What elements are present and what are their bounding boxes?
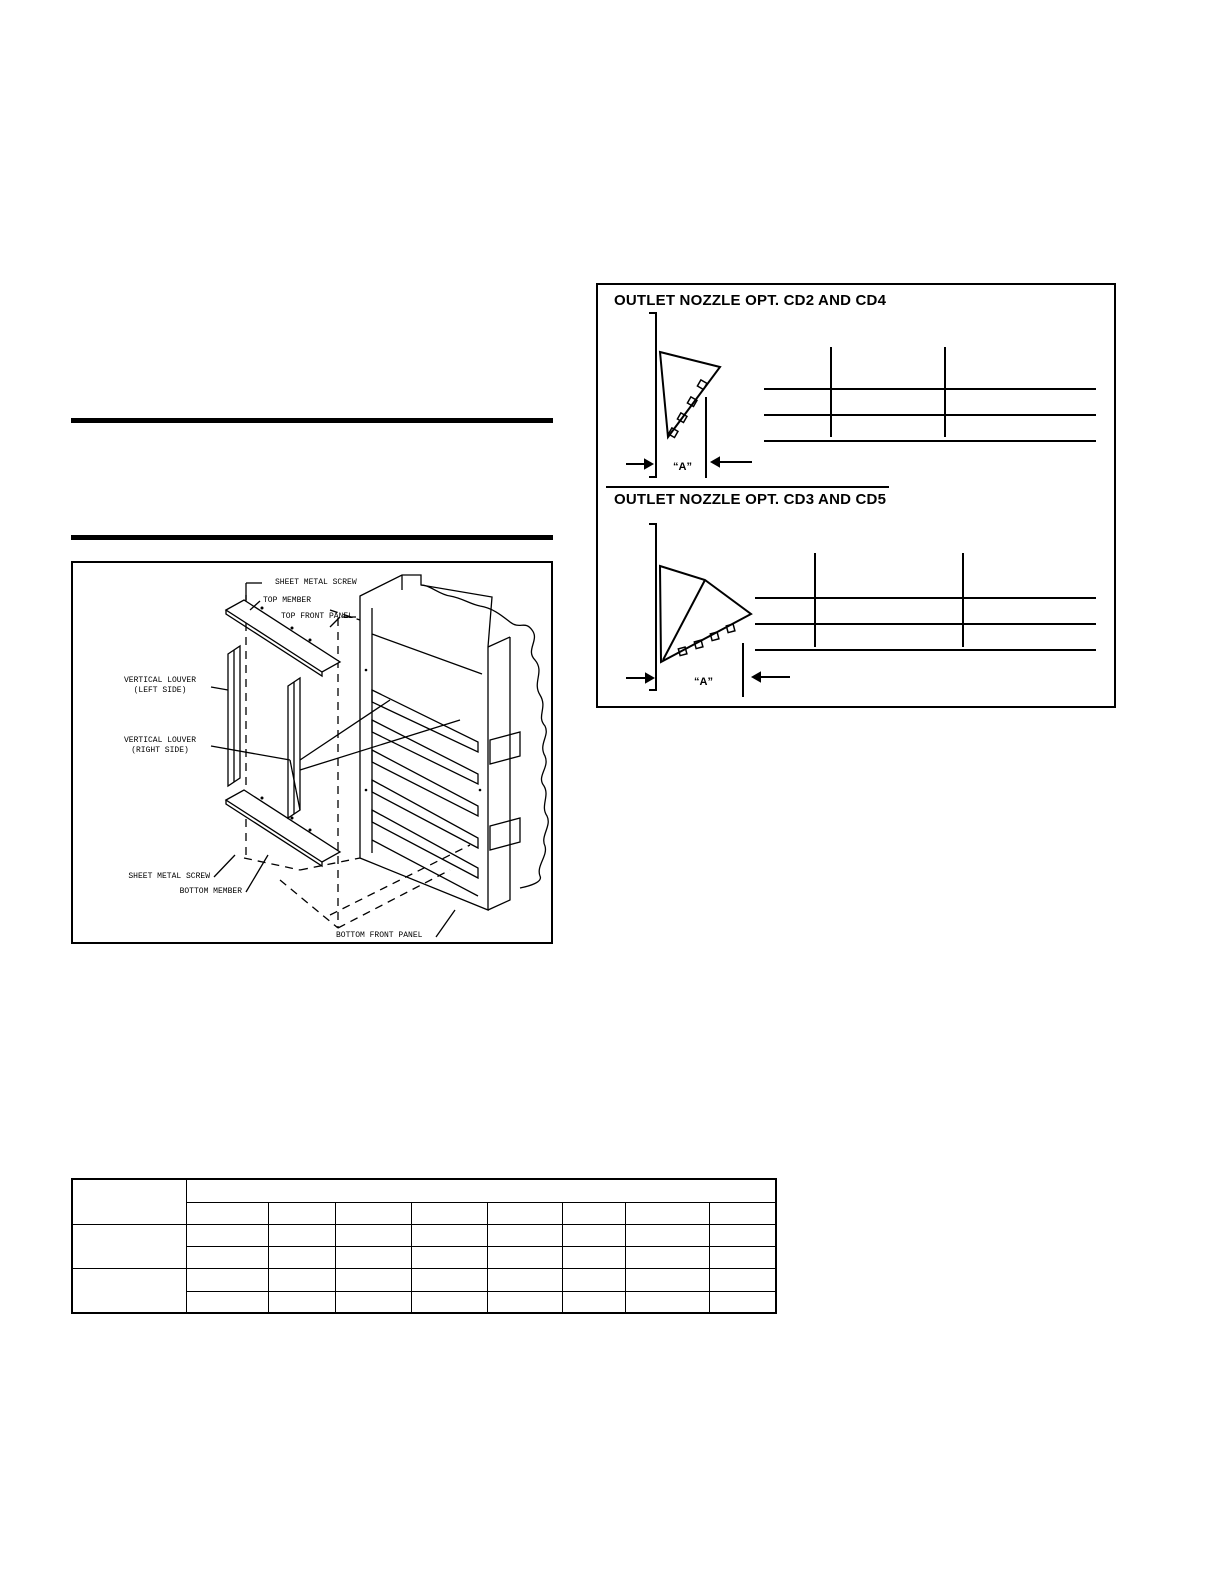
callout-vertical-louver-right-line2: (RIGHT SIDE) bbox=[131, 746, 189, 755]
table-cell bbox=[336, 1224, 412, 1246]
callout-vertical-louver-right bbox=[110, 736, 210, 756]
table-cell bbox=[412, 1202, 487, 1224]
table-cell bbox=[487, 1291, 562, 1313]
table-cell bbox=[626, 1291, 710, 1313]
table-cell bbox=[269, 1246, 336, 1268]
callout-sheet-metal-screw-bottom: SHEET METAL SCREW bbox=[128, 872, 210, 881]
table-cell bbox=[269, 1224, 336, 1246]
table-cell bbox=[710, 1291, 776, 1313]
callout-vertical-louver-left bbox=[110, 676, 210, 696]
table-header-span-cell bbox=[186, 1179, 776, 1202]
table-cell bbox=[336, 1202, 412, 1224]
table-cell bbox=[626, 1246, 710, 1268]
table-cell bbox=[710, 1202, 776, 1224]
callout-bottom-front-panel: BOTTOM FRONT PANEL bbox=[336, 931, 423, 940]
callout-vertical-louver-right-line1: VERTICAL LOUVER bbox=[123, 736, 196, 745]
table-cell bbox=[710, 1246, 776, 1268]
table-cell bbox=[487, 1202, 562, 1224]
table-cell bbox=[336, 1291, 412, 1313]
table-cell bbox=[269, 1268, 336, 1291]
callout-vertical-louver-left-line1: VERTICAL LOUVER bbox=[123, 676, 196, 685]
table-cell bbox=[562, 1224, 625, 1246]
table-cell bbox=[626, 1202, 710, 1224]
table-cell bbox=[626, 1224, 710, 1246]
callout-sheet-metal-screw-top: SHEET METAL SCREW bbox=[275, 578, 357, 587]
table-cell bbox=[412, 1268, 487, 1291]
dimension-a-label-top: “A” bbox=[673, 461, 692, 473]
table-cell bbox=[269, 1291, 336, 1313]
table-cell bbox=[710, 1268, 776, 1291]
table-cell bbox=[412, 1224, 487, 1246]
table-cell bbox=[336, 1246, 412, 1268]
table-cell bbox=[562, 1246, 625, 1268]
table-cell bbox=[186, 1291, 268, 1313]
table-cell bbox=[562, 1268, 625, 1291]
table-cell bbox=[336, 1268, 412, 1291]
table-header-cell bbox=[72, 1179, 186, 1224]
callout-top-member: TOP MEMBER bbox=[263, 596, 312, 605]
nozzle-title-cd3-cd5: OUTLET NOZZLE OPT. CD3 AND CD5 bbox=[614, 491, 887, 508]
dimension-a-label-bottom: “A” bbox=[694, 676, 713, 688]
table-cell bbox=[626, 1268, 710, 1291]
callout-bottom-member: BOTTOM MEMBER bbox=[179, 887, 242, 896]
table-cell bbox=[186, 1224, 268, 1246]
nozzle-title-cd2-cd4: OUTLET NOZZLE OPT. CD2 AND CD4 bbox=[614, 292, 887, 309]
table-cell bbox=[710, 1224, 776, 1246]
table-cell bbox=[269, 1202, 336, 1224]
table-cell bbox=[186, 1202, 268, 1224]
table-row-label-cell bbox=[72, 1268, 186, 1313]
table-cell bbox=[186, 1246, 268, 1268]
spec-table bbox=[71, 1178, 777, 1314]
table-cell bbox=[487, 1268, 562, 1291]
callout-top-front-panel: TOP FRONT PANEL bbox=[281, 612, 354, 621]
table-cell bbox=[562, 1202, 625, 1224]
table-cell bbox=[412, 1291, 487, 1313]
table-cell bbox=[412, 1246, 487, 1268]
table-cell bbox=[487, 1246, 562, 1268]
table-cell bbox=[562, 1291, 625, 1313]
table-row-label-cell bbox=[72, 1224, 186, 1268]
table-cell bbox=[186, 1268, 268, 1291]
table-cell bbox=[487, 1224, 562, 1246]
callout-vertical-louver-left-line2: (LEFT SIDE) bbox=[133, 686, 187, 695]
